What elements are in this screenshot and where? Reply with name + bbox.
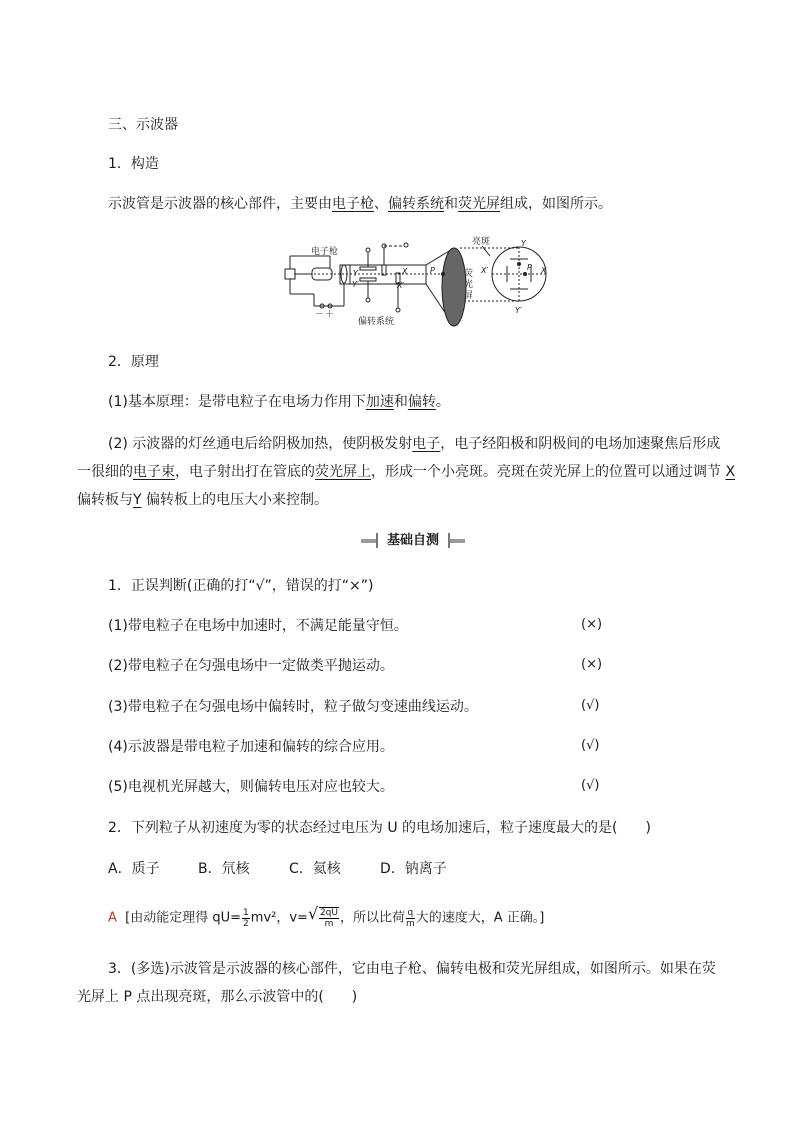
q2-option-a: A．质子 [108, 861, 160, 877]
label-Y-screen: Y [521, 239, 526, 248]
label-screen-2: 光 [464, 280, 474, 290]
principle-detail-line3: 偏转板与Y 偏转板上的电压大小来控制。 [77, 492, 329, 508]
q1-mark-5: (√) [581, 778, 600, 793]
q3-line2: 光屏上 P 点出现亮斑，那么示波管中的( ) [77, 989, 358, 1005]
q2-explanation: A [由动能定理得 qU= $\frac{1}{2}$ mv²，v= √ $\frac{2qU}{m}$ ，所以比荷 $\frac{q}{m}$ 大的速度大，A 正确。] [108, 902, 544, 935]
label-plus: ＋ [325, 310, 335, 320]
section-title: 三、示波器 [108, 117, 178, 133]
label-Y-plate: Y [353, 269, 358, 278]
label-deflection-system: 偏转系统 [358, 317, 395, 327]
principle-heading: 2．原理 [108, 354, 159, 370]
q1-item-1: (1)带电粒子在电场中加速时，不满足能量守恒。 [108, 618, 408, 634]
label-minus: － [315, 310, 325, 320]
label-X-screen: X [541, 266, 547, 275]
label-screen-1: 荧 [464, 269, 474, 279]
label-P-screen: P [527, 263, 532, 272]
term-deflection-system: 偏转系统 [388, 196, 444, 212]
oscilloscope-tube-diagram [282, 236, 552, 332]
q1-item-4: (4)示波器是带电粒子加速和偏转的综合应用。 [108, 739, 394, 755]
q1-item-2: (2)带电粒子在匀强电场中一定做类平抛运动。 [108, 658, 394, 674]
q2-option-c: C．氦核 [289, 861, 341, 877]
q1-stem: 1．正误判断(正确的打“√”，错误的打“×”) [108, 578, 374, 594]
q2-option-b: B．氘核 [198, 861, 250, 877]
label-Xprime-screen: X′ [481, 266, 489, 275]
q2-answer-letter: A [108, 910, 117, 926]
label-Xprime-plate: X′ [397, 281, 405, 290]
term-screen: 荧光屏 [458, 196, 500, 212]
section-banner [361, 533, 465, 548]
q1-mark-4: (√) [581, 738, 600, 753]
principle-detail-line1: (2) 示波器的灯丝通电后给阴极加热，使阴极发射电子，电子经阳极和阴极间的电场加速聚焦后形成 [108, 436, 721, 452]
term-electron-gun: 电子枪 [332, 196, 374, 212]
principle-basic: (1)基本原理：是带电粒子在电场力作用下加速和偏转。 [108, 394, 450, 410]
label-screen-3: 屏 [464, 291, 474, 301]
banner-label: 基础自测 [376, 533, 450, 548]
q3-line1: 3．(多选)示波管是示波器的核心部件，它由电子枪、偏转电极和荧光屏组成，如图所示。如果在荧 [108, 961, 716, 977]
q1-mark-2: (×) [581, 657, 603, 672]
principle-detail-line2: 一很细的电子束，电子射出打在管底的荧光屏上，形成一个小亮斑。亮斑在荧光屏上的位置可以通过调节 X [77, 464, 736, 480]
q2-option-d: D．钠离子 [380, 861, 447, 877]
label-X-plate: X [402, 267, 408, 276]
label-Yprime-plate: Y′ [352, 280, 359, 289]
structure-heading: 1．构造 [108, 156, 159, 172]
label-Yprime-screen: Y′ [515, 306, 522, 315]
label-P-side: P [430, 266, 435, 275]
label-bright-spot: 亮斑 [472, 237, 491, 247]
q1-item-5: (5)电视机光屏越大，则偏转电压对应也较大。 [108, 779, 394, 795]
structure-paragraph: 示波管是示波器的核心部件，主要由电子枪、偏转系统和荧光屏组成，如图所示。 [108, 196, 612, 212]
q1-mark-3: (√) [581, 698, 600, 713]
label-electron-gun: 电子枪 [311, 247, 339, 257]
q1-mark-1: (×) [581, 617, 603, 632]
q1-item-3: (3)带电粒子在匀强电场中偏转时，粒子做匀变速曲线运动。 [108, 699, 478, 715]
q2-stem: 2．下列粒子从初速度为零的状态经过电压为 U 的电场加速后，粒子速度最大的是( ) [108, 820, 651, 836]
